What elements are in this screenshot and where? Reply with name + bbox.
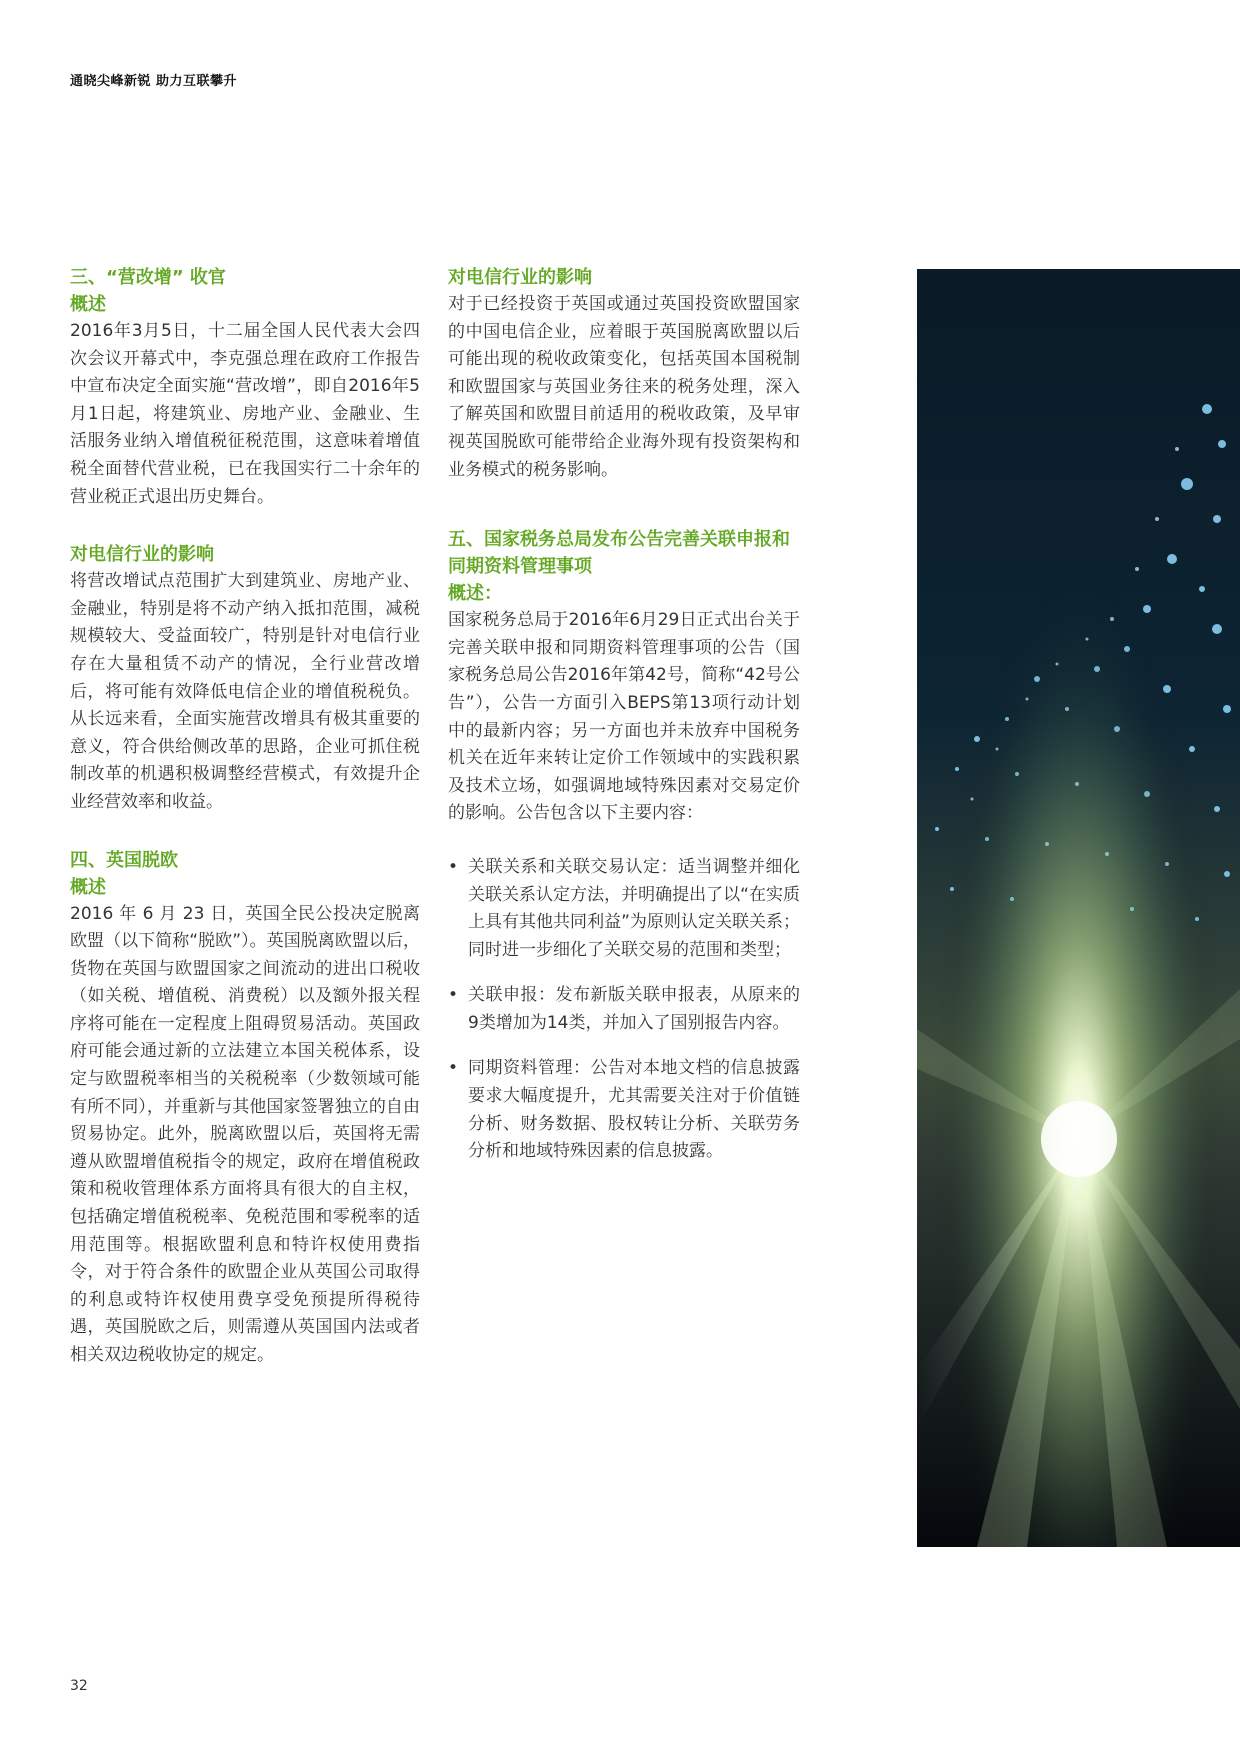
section-4-impact-label: 对电信行业的影响 <box>448 267 592 288</box>
section-4-overview-text: 2016 年 6 月 23 日，英国全民公投决定脱离欧盟（以下简称“脱欧”）。英国脱离欧盟以后，货物在英国与欧盟国家之间流动的进出口税收（如关税、增值税、消费税）以及额外报关程序将可能在一定程度上阻碍贸易活动。英国政府可能会通过新的立法建立本国关税体系，设定与欧盟税率相当的关税税率（少数领域可能有所不同），并重新与其他国家签署独立的自由贸易协定。此外，脱离欧盟以后，英国将无需遵从欧盟增值税指令的规定，政府在增值税政策和税收管理体系方面将具有很大的自主权，包括确定增值税税率、免税范围和零税率的适用范围等。根据欧盟利息和特许权使用费指令，对于符合条件的欧盟企业从英国公司取得的利息或特许权使用费享受免预提所得税待遇，英国脱欧之后，则需遵从英国国内法或者相关双边税收协定的规定。 <box>70 903 420 1365</box>
section-3-overview-label: 概述 <box>70 294 106 315</box>
bullet-dot-icon: • <box>448 1058 459 1079</box>
section-4 <box>70 847 420 1370</box>
section-5-bullet-list <box>448 854 800 1166</box>
bullet-text: 同期资料管理：公告对本地文档的信息披露要求大幅度提升，尤其需要关注对于价值链分析、财务数据、股权转让分析、关联劳务分析和地域特殊因素的信息披露。 <box>468 1058 800 1162</box>
section-4-impact-text: 对于已经投资于英国或通过英国投资欧盟国家的中国电信企业，应着眼于英国脱离欧盟以后可能出现的税收政策变化，包括英国本国税制和欧盟国家与英国业务往来的税务处理，深入了解英国和欧盟目前适用的税收政策，及早审视英国脱欧可能带给企业海外现有投资架构和业务模式的税务影响。 <box>448 294 800 480</box>
decorative-light-tunnel-image <box>917 269 1240 1547</box>
section-5-overview-text: 国家税务总局于2016年6月29日正式出台关于完善关联申报和同期资料管理事项的公告（国家税务总局公告2016年第42号，简称“42号公告”），公告一方面引入BEPS第13项行动计划中的最新内容；另一方面也并未放弃中国税务机关在近年来转让定价工作领域中的实践积累及技术立场，如强调地域特殊因素对交易定价的影响。公告包含以下主要内容： <box>448 610 800 824</box>
middle-column <box>448 264 800 1186</box>
bullet-dot-icon: • <box>448 985 459 1006</box>
bullet-text: 关联关系和关联交易认定：适当调整并细化关联关系认定方法，并明确提出了以“在实质上具有其他共同利益”为原则认定关联关系；同时进一步细化了关联交易的范围和类型； <box>468 856 800 960</box>
page-number: 32 <box>70 1678 88 1694</box>
section-5 <box>448 526 800 1166</box>
section-3-impact-label: 对电信行业的影响 <box>70 544 214 566</box>
bullet-text: 关联申报：发布新版关联申报表，从原来的9类增加为14类，并加入了国别报告内容。 <box>468 985 800 1033</box>
section-4-title: 四、英国脱欧 <box>70 849 178 871</box>
running-header: 通晓尖峰新锐 助力互联攀升 <box>70 74 238 89</box>
bullet-item <box>448 854 800 964</box>
bullet-dot-icon: • <box>448 856 459 877</box>
section-3-impact-text: 将营改增试点范围扩大到建筑业、房地产业、金融业，特别是将不动产纳入抵扣范围，减税规模较大、受益面较广，特别是针对电信行业存在大量租赁不动产的情况，全行业营改增后，将可能有效降低电信企业的增值税税负。从长远来看，全面实施营改增具有极其重要的意义，符合供给侧改革的思路，企业可抓住税制改革的机遇积极调整经营模式，有效提升企业经营效率和收益。 <box>70 571 420 812</box>
section-4-impact <box>448 264 800 484</box>
bullet-item <box>448 1055 800 1165</box>
section-3 <box>70 264 420 511</box>
bullet-item <box>448 982 800 1037</box>
section-5-title: 五、国家税务总局发布公告完善关联申报和同期资料管理事项 <box>448 529 790 578</box>
section-3-title: 三、“营改增” 收官 <box>70 267 226 288</box>
section-5-overview-label: 概述： <box>448 583 502 605</box>
light-tunnel-illustration <box>917 269 1240 1547</box>
section-3-overview-text: 2016年3月5日，十二届全国人民代表大会四次会议开幕式中，李克强总理在政府工作报告中宣布决定全面实施“营改增”，即自2016年5月1日起，将建筑业、房地产业、金融业、生活服务业纳入增值税征税范围，这意味着增值税全面替代营业税，已在我国实行二十余年的营业税正式退出历史舞台。 <box>70 321 420 507</box>
section-4-overview-label: 概述 <box>70 876 106 898</box>
left-column <box>70 264 420 1390</box>
section-3-impact <box>70 541 420 816</box>
